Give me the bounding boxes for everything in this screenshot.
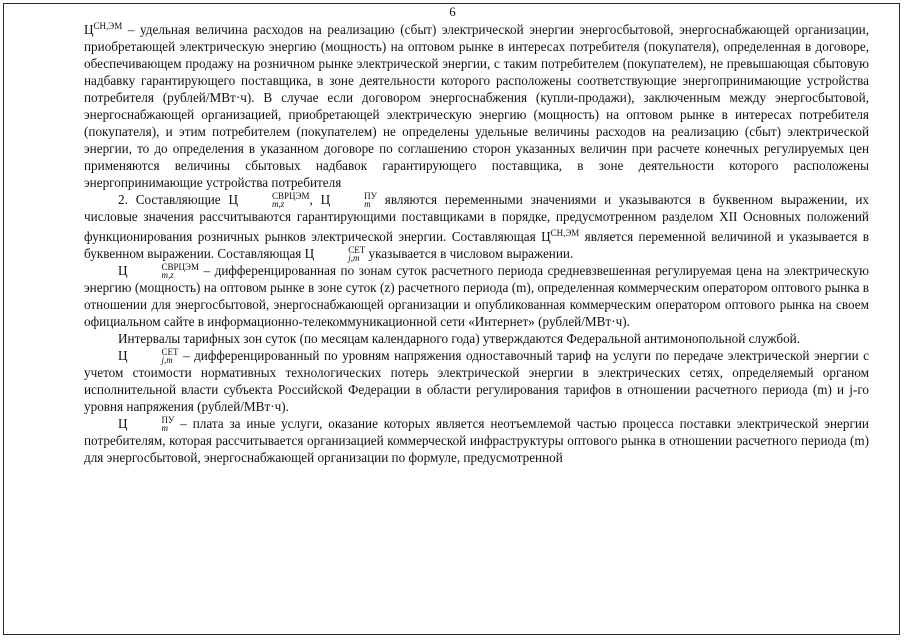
symbol-tspu	[321, 192, 377, 207]
symbol-subscript: j,m	[161, 355, 173, 365]
paragraph-tsn-em-definition	[84, 18, 869, 191]
symbol-superscript: СН,ЭМ	[550, 228, 580, 238]
symbol-subscript: j,m	[348, 253, 360, 263]
symbol-subscript: m	[161, 423, 169, 433]
symbol-tset	[305, 246, 366, 261]
symbol-superscript: СЕТ	[348, 245, 366, 255]
text-fragment: является переменной величиной и указывается в буквенном выражении. Составляющая	[84, 229, 870, 261]
symbol-tsvrtsem	[118, 263, 199, 278]
symbol-base: Ц	[228, 192, 238, 207]
symbol-tsn-em	[541, 229, 579, 244]
paragraph-tariff-intervals: Интервалы тарифных зон суток (по месяцам календарного года) утверждаются Федеральной антимонопольной службой.	[118, 331, 801, 346]
symbol-subscript: m	[364, 199, 371, 209]
symbol-base: Ц	[541, 229, 551, 244]
document-body	[84, 18, 869, 466]
paragraph-text: – удельная величина расходов на реализацию (сбыт) электрической энергии энергосбытовой, энергоснабжающей организации, приобретающей электрическую энергию (мощность) на оптовом рынке в интересах потребителя (покупателя), определенная в договоре, обеспечивающем продажу на розничном рынке электрической энергии, с таким потребителем (покупателем), не превышающая сбытовую надбавку гарантирующего поставщика, в зоне деятельности которого расположены соответствующие энергопринимающие устройства потребителя (рублей/МВт·ч). В случае если договором энергоснабжения (купли-продажи), заключенным между энергосбытовой, энергоснабжающей организацией, приобретающей электрическую энергию (мощность) на оптовом рынке в интересах потребителя (покупателя), и этим потребителем (покупателем) не определены удельные величины расходов на реализацию (сбыт) электрической энергии, то до определения в указанном договоре по соглашению сторон указанных величин при расчете конечных регулируемых цен применяются величины сбытовых надбавок гарантирующего поставщика, в зоне деятельности которого расположены энергопринимающие устройства потребителя	[84, 22, 869, 190]
symbol-superscript: ПУ	[364, 191, 377, 201]
symbol-base: Ц	[304, 246, 315, 261]
text-fragment: указывается в числовом выражении.	[365, 246, 574, 261]
symbol-base: Ц	[118, 416, 128, 431]
symbol-subscript: m,z	[272, 199, 285, 209]
symbol-subscript: m,z	[161, 270, 174, 280]
symbol-tsvrtsem	[228, 192, 309, 207]
paragraph-text: – дифференцированный по уровням напряжения одноставочный тариф на услуги по передаче электрической энергии с учетом стоимости нормативных технологических потерь электрической энергии в электрических сетях, определяемый органом исполнительной власти субъекта Российской Федерации в области регулирования тарифов в отношении расчетного периода (m) и j-го уровня напряжения (рублей/МВт·ч).	[84, 348, 869, 414]
symbol-base: Ц	[320, 192, 331, 207]
paragraph-components	[84, 191, 869, 262]
symbol-tspu	[118, 416, 174, 431]
paragraph-text: – дифференцированная по зонам суток расчетного периода средневзвешенная регулируемая цена на электрическую энергию (мощность) на оптовом рынке в зоне суток (z) расчетного периода (m), определенная коммерческим оператором оптового рынка в отношении для энергосбытовой, энергоснабжающей организации и опубликованная коммерческим оператором оптового рынка на своем официальном сайте в информационно-телекоммуникационной сети «Интернет» (рублей/МВт·ч).	[84, 263, 869, 329]
text-fragment: ,	[309, 192, 321, 207]
symbol-base: Ц	[118, 263, 128, 278]
text-fragment: 2. Составляющие	[118, 192, 229, 207]
paragraph-tspu-definition	[84, 415, 869, 466]
symbol-superscript: СН,ЭМ	[93, 21, 123, 31]
text-fragment: являются переменными значениями и указываются в буквенном выражении, их числовые значения рассчитываются гарантирующими поставщиками в порядке, предусмотренном разделом XII Основных положений функционирования розничных рынков электрической энергии. Составляющая	[84, 192, 869, 244]
page-number: 6	[449, 4, 456, 19]
symbol-base: Ц	[84, 22, 94, 37]
symbol-superscript: СЕТ	[161, 347, 179, 357]
symbol-tsn-em	[84, 22, 122, 37]
paragraph-text: – плата за иные услуги, оказание которых является неотъемлемой частью процесса поставки электрической энергии потребителям, которая рассчитывается организацией коммерческой инфраструктуры оптового рынка в отношении расчетного периода (m) для энергосбытовой, энергоснабжающей организации по формуле, предусмотренной	[84, 416, 869, 465]
paragraph-tsvrtsem-definition	[84, 262, 869, 330]
symbol-tset	[118, 348, 179, 363]
symbol-superscript: ПУ	[161, 415, 175, 425]
symbol-superscript: СВРЦЭМ	[161, 262, 199, 272]
symbol-superscript: СВРЦЭМ	[272, 191, 310, 201]
paragraph-tset-definition	[84, 347, 869, 415]
symbol-base: Ц	[118, 348, 128, 363]
